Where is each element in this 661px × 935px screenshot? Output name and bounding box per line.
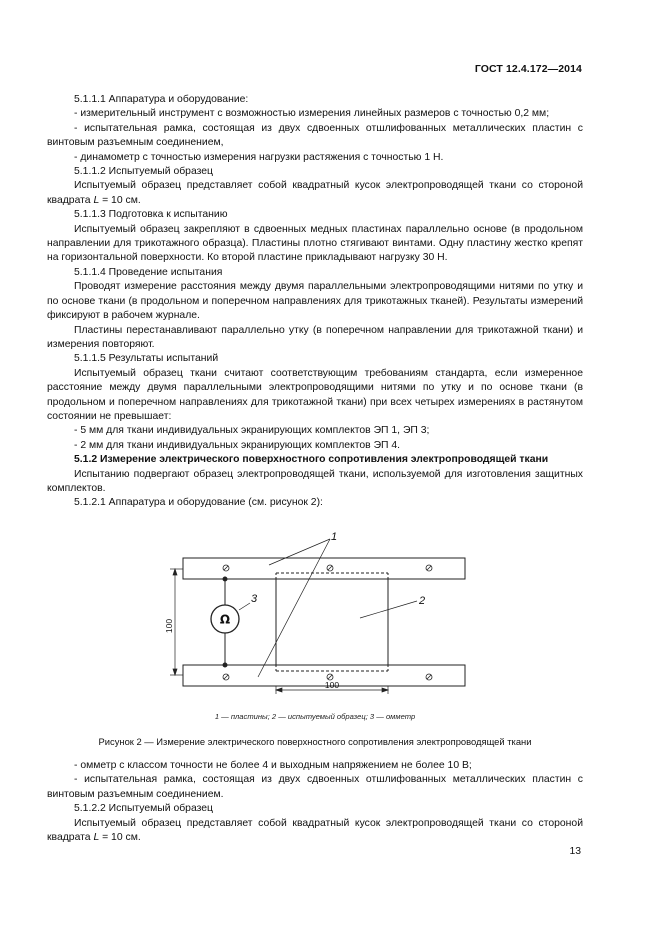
paragraph: 5.1.1.1 Аппаратура и оборудование: bbox=[74, 94, 249, 105]
section-heading-bold: 5.1.2 Измерение электрического поверхностного сопротивления электропроводящей ткани bbox=[74, 454, 549, 466]
paragraph: Испытуемый образец ткани считают соответствующим требованиям стандарта, если измеренное расстояние между двумя параллельными электропроводящими нитями по утку и по основе ткани (в продольном и поперечном направлениях для трикотажной ткани) при всех четырех измерениях в растянутом состоянии не превышает: bbox=[47, 367, 583, 422]
paragraph: Испытуемый образец представляет собой квадратный кусок электропроводящей ткани со стороной квадрата L = 10 см. bbox=[47, 180, 583, 206]
section-heading: 5.1.1.4 Проведение испытания bbox=[74, 266, 223, 278]
paragraph: - динамометр с точностью измерения нагрузки растяжения с точностью 1 Н. bbox=[74, 151, 444, 163]
leader-lines bbox=[239, 539, 417, 677]
callout-1: 1 bbox=[331, 531, 338, 543]
screw-icon bbox=[223, 565, 432, 571]
dim-vertical-label: 100 bbox=[164, 618, 174, 634]
figure-legend: 1 — пластины; 2 — испытуемый образец; 3 — омметр bbox=[214, 712, 416, 721]
section-heading: 5.1.1.5 Результаты испытаний bbox=[74, 353, 219, 365]
figure-2 bbox=[47, 526, 583, 766]
figure-caption: Рисунок 2 — Измерение электрического поверхностного сопротивления электропроводящей ткани bbox=[98, 736, 532, 747]
list-item: - омметр с классом точности не более 4 и выходным напряжением не более 10 В; bbox=[74, 760, 472, 771]
list-item: - 2 мм для ткани индивидуальных экранирующих комплектов ЭП 4. bbox=[74, 439, 401, 451]
body-text-bottom bbox=[47, 759, 583, 845]
body-text-top bbox=[47, 93, 583, 511]
section-heading: 5.1.1.3 Подготовка к испытанию bbox=[74, 209, 228, 221]
section-heading: 5.1.1.2 Испытуемый образец bbox=[74, 166, 214, 178]
test-sample bbox=[276, 573, 388, 671]
page-number: 13 bbox=[569, 846, 581, 857]
list-item: - 5 мм для ткани индивидуальных экранирующих комплектов ЭП 1, ЭП 3; bbox=[74, 425, 430, 437]
callout-2: 2 bbox=[419, 595, 426, 607]
ohm-icon: Ω bbox=[219, 612, 231, 627]
callout-3: 3 bbox=[251, 593, 258, 605]
measurement-diagram bbox=[47, 526, 583, 706]
paragraph: - испытательная рамка, состоящая из двух сдвоенных отшлифованных металлических пластин с винтовым разъемным соединением, bbox=[47, 122, 583, 149]
paragraph: Пластины перестанавливают параллельно утку (в поперечном направлении для трикотажной ткани) и измерения повторяют. bbox=[47, 324, 583, 350]
section-heading: 5.1.2.1 Аппаратура и оборудование (см. рисунок 2): bbox=[74, 497, 323, 509]
paragraph: Испытуемый образец закрепляют в сдвоенных медных пластинах параллельно основе (в продольном направлении для трикотажного образца). Пластины плотно стягивают винтами. Одну пластину жестко крепят на горизонтальной поверхности. Ко второй пластине прикладывают нагрузку 30 Н. bbox=[47, 223, 583, 264]
paragraph: - измерительный инструмент с возможностью измерения линейных размеров с точностью 0,2 мм; bbox=[74, 108, 550, 120]
paragraph: Испытанию подвергают образец электропроводящей ткани, используемой для изготовления защитных комплектов. bbox=[47, 468, 583, 494]
paragraph: Испытуемый образец представляет собой квадратный кусок электропроводящей ткани со стороной квадрата L = 10 см. bbox=[47, 817, 583, 844]
dim-horizontal-label: 100 bbox=[324, 680, 340, 690]
section-heading: 5.1.2.2 Испытуемый образец bbox=[74, 803, 214, 815]
paragraph: Проводят измерение расстояния между двумя параллельными электропроводящими нитями по утку и по основе ткани (в продольном и поперечном направлениях для трикотажных тканей). Результаты измерений фиксируют в рабочем журнале. bbox=[47, 281, 583, 322]
list-item: - испытательная рамка, состоящая из двух сдвоенных отшлифованных металлических пластин с винтовым разъемным соединением. bbox=[47, 774, 583, 800]
standard-header: ГОСТ 12.4.172—2014 bbox=[474, 63, 582, 75]
